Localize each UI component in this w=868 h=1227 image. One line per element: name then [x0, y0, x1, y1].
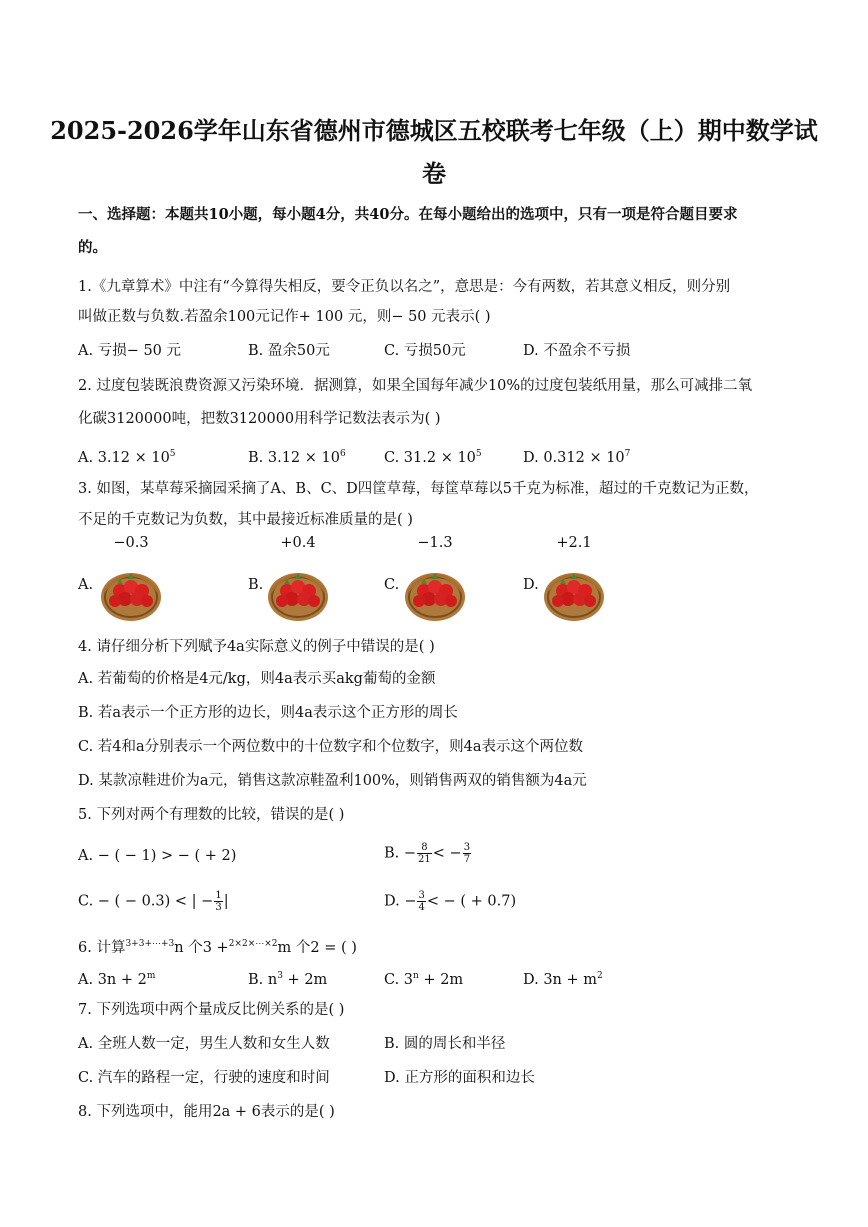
q7-option-a: A. 全班人数一定，男生人数和女生人数 [78, 1036, 330, 1052]
basket-a [96, 535, 166, 630]
strawberry-basket-icon [541, 557, 607, 623]
basket-c-label: −1.3 [417, 535, 453, 551]
q7-option-d: D. 正方形的面积和边长 [384, 1070, 535, 1086]
q3-option-c: C. [384, 577, 400, 593]
q4-stem: 4. 请仔细分析下列赋予4a实际意义的例子中错误的是( ) [78, 639, 435, 655]
q6-option-d: D. $3n + m^2$ [523, 971, 603, 988]
q7-stem: 7. 下列选项中两个量成反比例关系的是( ) [78, 1002, 345, 1018]
basket-d-label: +2.1 [556, 535, 592, 551]
strawberry-basket-icon [98, 557, 164, 623]
q4-option-a: A. 若葡萄的价格是4元/kg，则4a表示买akg葡萄的金额 [78, 671, 436, 687]
basket-d [539, 535, 609, 630]
q2-option-d: D. $0.312 \times 10^7$ [523, 449, 631, 466]
q7-option-b: B. 圆的周长和半径 [384, 1036, 506, 1052]
basket-a-label: −0.3 [113, 535, 149, 551]
q7-option-c: C. 汽车的路程一定，行驶的速度和时间 [78, 1070, 330, 1086]
strawberry-basket-icon [265, 557, 331, 623]
q3-option-d: D. [523, 577, 539, 593]
q6-option-c: C. $3^n + 2m$ [384, 971, 464, 988]
q5-option-b: B. − $\frac{8}{21}$ < − $\frac{3}{7}$ [384, 842, 471, 865]
q3-option-a: A. [78, 577, 94, 593]
exam-title-line2: 卷 [422, 159, 446, 188]
q2-option-b: B. $3.12 \times 10^6$ [248, 449, 346, 466]
q3-stem-line2: 不足的千克数记为负数，其中最接近标准质量的是( ) [78, 512, 413, 528]
q1-stem-line2: 叫做正数与负数.若盈余100元记作+ 100 元，则− 50 元表示( ) [78, 309, 491, 325]
basket-b [263, 535, 333, 630]
q6-option-b: B. $n^3 + 2m$ [248, 971, 328, 988]
q1-option-c: C. 亏损50元 [384, 343, 466, 359]
q1-option-a: A. 亏损− 50 元 [78, 343, 182, 359]
q3-stem-line1: 3. 如图，某草莓采摘园采摘了A、B、C、D四筐草莓，每筐草莓以5千克为标准，超过的千克数记为正数， [78, 481, 759, 497]
q1-option-d: D. 不盈余不亏损 [523, 343, 631, 359]
basket-b-label: +0.4 [280, 535, 316, 551]
exam-title-line1: 2025-2026学年山东省德州市德城区五校联考七年级（上）期中数学试 [50, 116, 818, 145]
section-instructions-line1: 一、选择题：本题共10小题，每小题4分，共40分。在每小题给出的选项中，只有一项是符合题目要求 [78, 206, 738, 223]
q5-option-a: A. − ( − 1) > − ( + 2) [78, 848, 237, 864]
q5-option-c: C. − ( − 0.3) < | − $\frac{1}{3}$ | [78, 890, 229, 913]
q2-option-a: A. $3.12 \times 10^5$ [78, 449, 176, 466]
q6-stem: 6. 计算$^{3+3+\cdots+3}$n 个3 +$^{2\times 2\times\cdots\times 2}$m 个2 = ( ) [78, 939, 357, 956]
q2-stem-line2: 化碳3120000吨，把数3120000用科学记数法表示为( ) [78, 411, 441, 427]
q2-option-c: C. $31.2 \times 10^5$ [384, 449, 482, 466]
q5-stem: 5. 下列对两个有理数的比较，错误的是( ) [78, 807, 345, 823]
q4-option-d: D. 某款凉鞋进价为a元，销售这款凉鞋盈利100%，则销售两双的销售额为4a元 [78, 773, 587, 789]
q1-stem-line1: 1.《九章算术》中注有“今算得失相反，要令正负以名之”，意思是：今有两数，若其意义相反，则分别 [78, 279, 731, 295]
q8-stem: 8. 下列选项中，能用2a + 6表示的是( ) [78, 1104, 335, 1120]
basket-c [400, 535, 470, 630]
q3-option-b: B. [248, 577, 264, 593]
q2-stem-line1: 2. 过度包装既浪费资源又污染环境．据测算，如果全国每年减少10%的过度包装纸用量，那么可减排二氧 [78, 378, 753, 394]
q5-option-d: D. − $\frac{3}{4}$ < − ( + 0.7) [384, 890, 517, 913]
q1-option-b: B. 盈余50元 [248, 343, 330, 359]
q6-option-a: A. $3n + 2^m$ [78, 971, 156, 988]
q4-option-b: B. 若a表示一个正方形的边长，则4a表示这个正方形的周长 [78, 705, 458, 721]
section-instructions-line2: 的。 [78, 239, 107, 256]
q4-option-c: C. 若4和a分别表示一个两位数中的十位数字和个位数字，则4a表示这个两位数 [78, 739, 584, 755]
strawberry-basket-icon [402, 557, 468, 623]
